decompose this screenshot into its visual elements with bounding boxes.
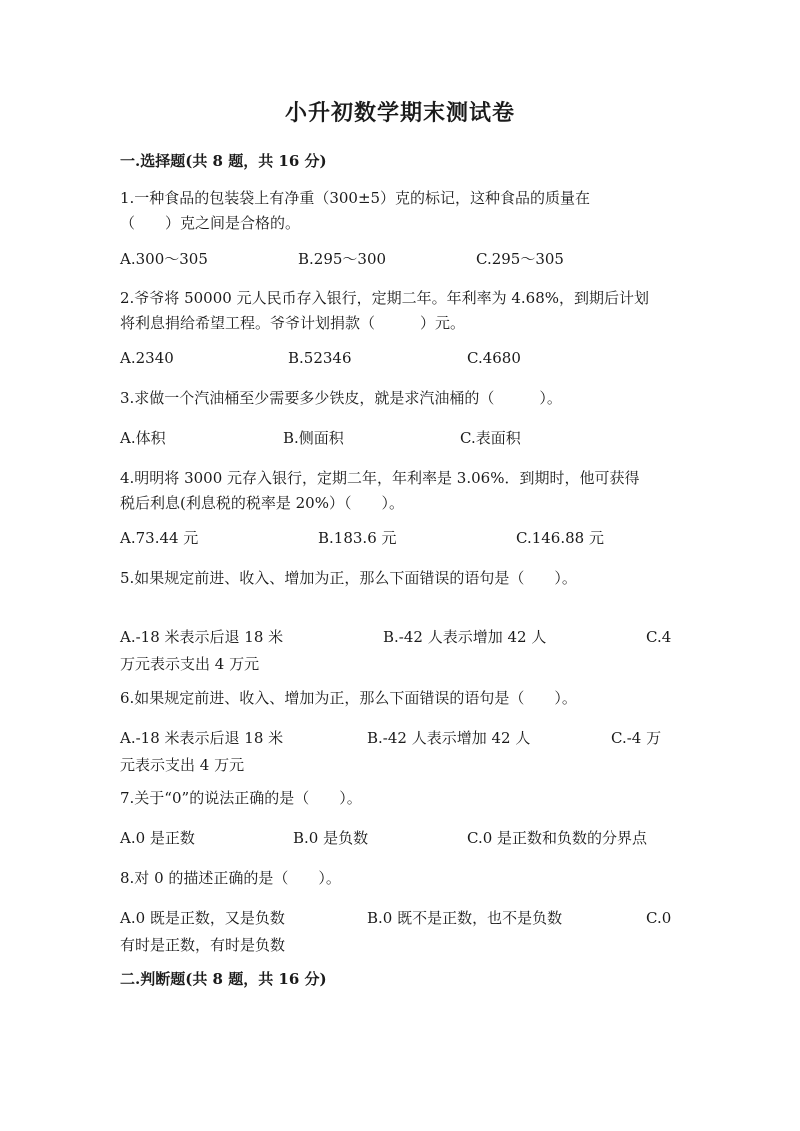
option-a: A.0 既是正数，又是负数 xyxy=(120,909,285,927)
option-b: B.295～300 xyxy=(298,250,387,268)
option-c: C.4 xyxy=(646,628,672,646)
question-stem: 1.一种食品的包装袋上有净重（300±5）克的标记，这种食品的质量在 xyxy=(120,189,591,207)
options-8 xyxy=(120,905,675,965)
option-a: A.2340 xyxy=(120,349,174,367)
option-b: B.-42 人表示增加 42 人 xyxy=(367,729,531,747)
option-c: C.146.88 元 xyxy=(516,529,604,547)
option-c: C.4680 xyxy=(467,349,521,367)
option-c: C.295～305 xyxy=(476,250,564,268)
option-b: B.0 是负数 xyxy=(293,829,369,847)
section-heading-choice: 一.选择题(共 8 题，共 16 分) xyxy=(120,152,327,170)
option-b: B.-42 人表示增加 42 人 xyxy=(383,628,547,646)
question-stem: 3.求做一个汽油桶至少需要多少铁皮，就是求汽油桶的（ ）。 xyxy=(120,389,562,407)
option-b: B.183.6 元 xyxy=(318,529,397,547)
section-heading-judgement: 二.判断题(共 8 题，共 16 分) xyxy=(120,970,327,988)
question-6 xyxy=(120,686,680,711)
question-stem: 4.明明将 3000 元存入银行，定期二年，年利率是 3.06%．到期时，他可获得 xyxy=(120,469,640,487)
question-7 xyxy=(120,786,680,811)
option-a: A.300～305 xyxy=(120,250,208,268)
question-stem: 7.关于“0”的说法正确的是（ ）。 xyxy=(120,789,362,807)
question-stem: 2.爷爷将 50000 元人民币存入银行，定期二年。年利率为 4.68%，到期后计划 xyxy=(120,289,649,307)
question-stem: 将利息捐给希望工程。爷爷计划捐款（ ）元。 xyxy=(120,314,466,332)
options-5 xyxy=(120,624,675,684)
option-a: A.-18 米表示后退 18 米 xyxy=(120,729,284,747)
option-a: A.体积 xyxy=(120,429,166,447)
option-c: C.-4 万 xyxy=(611,729,662,747)
option-c-continued: 有时是正数，有时是负数 xyxy=(120,936,286,954)
question-3 xyxy=(120,386,680,411)
option-c: C.0 是正数和负数的分界点 xyxy=(467,829,648,847)
question-8 xyxy=(120,866,680,891)
question-stem: 税后利息(利息税的税率是 20%）（ ）。 xyxy=(120,494,404,512)
option-c-continued: 万元表示支出 4 万元 xyxy=(120,655,260,673)
option-b: B.侧面积 xyxy=(283,429,344,447)
question-stem: 5.如果规定前进、收入、增加为正，那么下面错误的语句是（ ）。 xyxy=(120,569,577,587)
question-stem: 8.对 0 的描述正确的是（ ）。 xyxy=(120,869,341,887)
option-b: B.52346 xyxy=(288,349,352,367)
option-a: A.0 是正数 xyxy=(120,829,195,847)
page-title: 小升初数学期末测试卷 xyxy=(284,100,515,126)
question-5 xyxy=(120,566,680,591)
option-c-continued: 元表示支出 4 万元 xyxy=(120,756,245,774)
option-b: B.0 既不是正数，也不是负数 xyxy=(367,909,563,927)
option-c: C.0 xyxy=(646,909,672,927)
option-a: A.-18 米表示后退 18 米 xyxy=(120,628,284,646)
question-4 xyxy=(120,466,680,516)
option-a: A.73.44 元 xyxy=(120,529,199,547)
question-2 xyxy=(120,286,680,336)
question-1 xyxy=(120,186,680,236)
options-6 xyxy=(120,725,675,785)
option-c: C.表面积 xyxy=(460,429,521,447)
question-stem: （ ）克之间是合格的。 xyxy=(120,214,301,232)
question-stem: 6.如果规定前进、收入、增加为正，那么下面错误的语句是（ ）。 xyxy=(120,689,577,707)
